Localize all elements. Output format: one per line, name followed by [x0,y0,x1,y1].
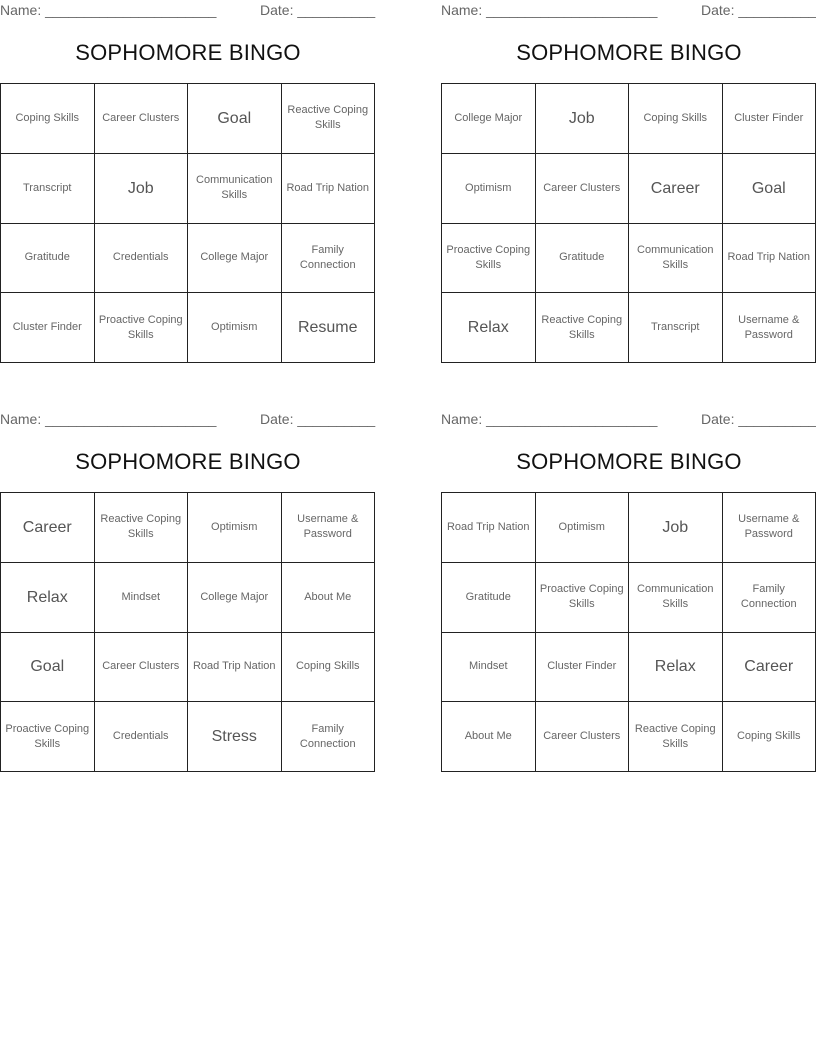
card-title: SOPHOMORE BINGO [75,40,301,65]
bingo-cell: Stress [188,702,282,772]
date-field-label: Date: __________ [701,411,816,427]
bingo-cell: Family Connection [282,224,376,294]
card-title: SOPHOMORE BINGO [75,449,301,474]
bingo-cell: Career [723,633,816,703]
bingo-cell: Job [95,154,189,224]
bingo-cell: Optimism [536,493,630,563]
bingo-cell: Job [536,84,630,154]
bingo-cell: Mindset [95,563,189,633]
card-header [441,0,816,22]
bingo-cell: Communication Skills [188,154,282,224]
bingo-cell: Job [629,493,723,563]
bingo-cell: Resume [282,293,376,363]
bingo-cell: Goal [723,154,816,224]
bingo-cell: Coping Skills [282,633,376,703]
date-field-label: Date: __________ [260,411,376,427]
date-field-label: Date: __________ [260,2,376,18]
bingo-cell: Road Trip Nation [442,493,536,563]
bingo-cell: Career Clusters [536,154,630,224]
bingo-cell: Proactive Coping Skills [536,563,630,633]
bingo-cell: Cluster Finder [1,293,95,363]
bingo-cell: Cluster Finder [536,633,630,703]
bingo-cell: Career Clusters [95,633,189,703]
bingo-cell: College Major [442,84,536,154]
bingo-cell: Goal [1,633,95,703]
bingo-cell: Proactive Coping Skills [95,293,189,363]
bingo-grid [441,83,816,363]
bingo-cell: Proactive Coping Skills [1,702,95,772]
bingo-cell: Relax [629,633,723,703]
bingo-cell: Reactive Coping Skills [629,702,723,772]
name-field-label: Name: ______________________ [0,2,217,18]
date-field-label: Date: __________ [701,2,816,18]
bingo-cell: Relax [442,293,536,363]
bingo-cell: College Major [188,224,282,294]
name-field-label: Name: ______________________ [0,411,217,427]
bingo-cell: Transcript [629,293,723,363]
bingo-cell: Road Trip Nation [723,224,816,294]
bingo-cell: Cluster Finder [723,84,816,154]
bingo-cell: Reactive Coping Skills [536,293,630,363]
name-field-label: Name: ______________________ [441,411,658,427]
card-header [0,409,376,431]
bingo-cell: Gratitude [1,224,95,294]
name-field-label: Name: ______________________ [441,2,658,18]
bingo-grid [0,83,375,363]
bingo-cell: Credentials [95,702,189,772]
card-title: SOPHOMORE BINGO [516,40,742,65]
bingo-grid [441,492,816,772]
bingo-cell: Goal [188,84,282,154]
bingo-cell: Relax [1,563,95,633]
bingo-cell: Coping Skills [723,702,816,772]
card-title: SOPHOMORE BINGO [516,449,742,474]
bingo-cell: Road Trip Nation [282,154,376,224]
bingo-card [0,0,376,341]
bingo-cell: Coping Skills [629,84,723,154]
bingo-cell: Reactive Coping Skills [95,493,189,563]
bingo-cell: Career Clusters [536,702,630,772]
bingo-card [441,409,816,750]
bingo-cell: Username & Password [723,493,816,563]
bingo-cell: Mindset [442,633,536,703]
bingo-card [0,409,376,750]
bingo-cell: Family Connection [282,702,376,772]
bingo-cell: Communication Skills [629,563,723,633]
bingo-cell: Transcript [1,154,95,224]
bingo-cell: Career [1,493,95,563]
bingo-cell: College Major [188,563,282,633]
bingo-cell: Career Clusters [95,84,189,154]
bingo-cell: Career [629,154,723,224]
bingo-cell: Proactive Coping Skills [442,224,536,294]
card-header [0,0,376,22]
bingo-grid [0,492,375,772]
bingo-cell: Family Connection [723,563,816,633]
bingo-cell: About Me [282,563,376,633]
bingo-card [441,0,816,341]
bingo-cell: Road Trip Nation [188,633,282,703]
bingo-cell: Coping Skills [1,84,95,154]
bingo-cell: Optimism [188,293,282,363]
bingo-cell: Reactive Coping Skills [282,84,376,154]
bingo-cell: Communication Skills [629,224,723,294]
bingo-cell: Credentials [95,224,189,294]
bingo-cell: Username & Password [723,293,816,363]
bingo-cell: Gratitude [442,563,536,633]
bingo-cell: About Me [442,702,536,772]
card-header [441,409,816,431]
bingo-cell: Optimism [442,154,536,224]
bingo-cell: Optimism [188,493,282,563]
bingo-cell: Username & Password [282,493,376,563]
bingo-cell: Gratitude [536,224,630,294]
